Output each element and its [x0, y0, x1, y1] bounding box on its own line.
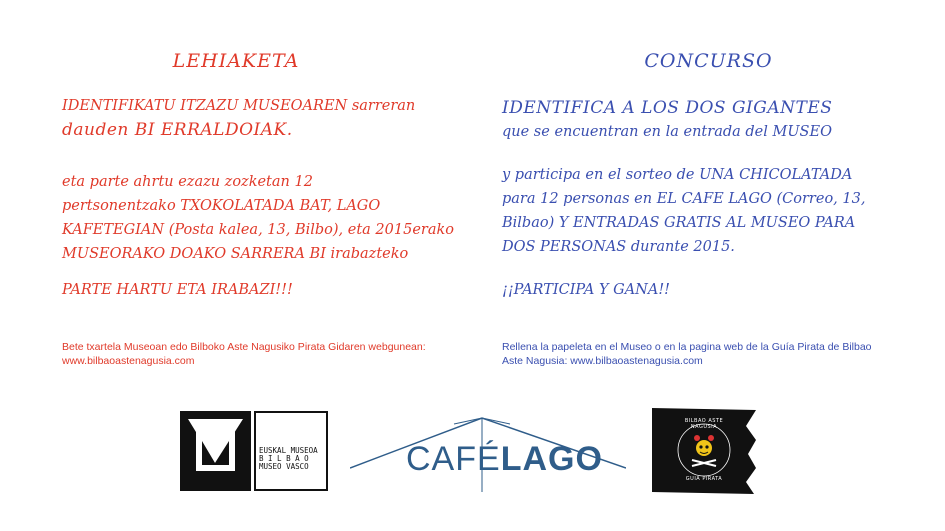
spanish-p1-line1: IDENTIFICA A LOS DOS GIGANTES: [502, 98, 833, 118]
spanish-paragraph-2: [502, 163, 865, 259]
pirate-flag-logo: [650, 406, 758, 496]
museum-text-line3: MUSEO VASCO: [259, 462, 309, 471]
museum-m-icon: [188, 419, 243, 479]
basque-p2-line3: KAFETEGIAN (Posta kalea, 13, Bilbo), eta 2015erako: [62, 222, 455, 238]
basque-heading: LEHIAKETA: [172, 50, 300, 72]
basque-note: [62, 340, 426, 368]
spanish-heading: CONCURSO: [644, 50, 773, 72]
basque-paragraph-2: [62, 170, 454, 266]
lago-word: LAGO: [500, 440, 603, 478]
euskal-museoa-logo-text: [254, 411, 328, 491]
museum-text-line2: B I L B A O: [259, 454, 309, 463]
spanish-note: [502, 340, 872, 368]
spanish-call-to-action: ¡¡PARTICIPA Y GANA!!: [502, 282, 670, 298]
spanish-website-link[interactable]: Aste Nagusia: www.bilbaoastenagusia.com: [502, 355, 703, 367]
spanish-p2-line3: Bilbao) Y ENTRADAS GRATIS AL MUSEO PARA: [502, 215, 856, 231]
flag-text-bottom: GUIA PIRATA: [685, 476, 723, 482]
spanish-p2-line4: DOS PERSONAS durante 2015.: [502, 239, 735, 255]
basque-paragraph-1: [62, 94, 415, 142]
basque-note-line1: Bete txartela Museoan edo Bilboko Aste Nagusiko Pirata Gidaren webgunean:: [62, 341, 426, 353]
cafe-lago-logo: [350, 412, 626, 492]
museum-text-line1: EUSKAL MUSEOA: [259, 446, 318, 455]
basque-p1-line2: dauden BI ERRALDOIAK.: [62, 120, 293, 140]
basque-website-link[interactable]: www.bilbaoastenagusia.com: [62, 355, 195, 367]
cafe-lago-wordmark: [406, 440, 603, 479]
spanish-p2-line2: para 12 personas en EL CAFE LAGO (Correo, 13,: [502, 191, 866, 207]
basque-call-to-action: PARTE HARTU ETA IRABAZI!!!: [62, 282, 293, 298]
euskal-museoa-logo-mark: [180, 411, 251, 491]
spanish-p1-line2: que se encuentran en la entrada del MUSEO: [502, 124, 832, 140]
cafe-word: CAFÉ: [406, 440, 501, 478]
basque-p2-line1: eta parte ahrtu ezazu zozketan 12: [62, 174, 313, 190]
basque-p2-line4: MUSEORAKO DOAKO SARRERA BI irabazteko: [62, 246, 409, 262]
spanish-paragraph-1: [502, 96, 832, 144]
spanish-p2-line1: y participa en el sorteo de UNA CHICOLATADA: [502, 167, 853, 183]
spanish-note-line1: Rellena la papeleta en el Museo o en la pagina web de la Guía Pirata de Bilbao: [502, 341, 872, 353]
flag-text-top: BILBAO ASTE NAGUSIA: [684, 418, 724, 430]
basque-p2-line2: pertsonentzako TXOKOLATADA BAT, LAGO: [62, 198, 381, 214]
museum-logo-inner: [188, 419, 243, 479]
basque-p1-line1: IDENTIFIKATU ITZAZU MUSEOAREN sarreran: [62, 98, 416, 114]
